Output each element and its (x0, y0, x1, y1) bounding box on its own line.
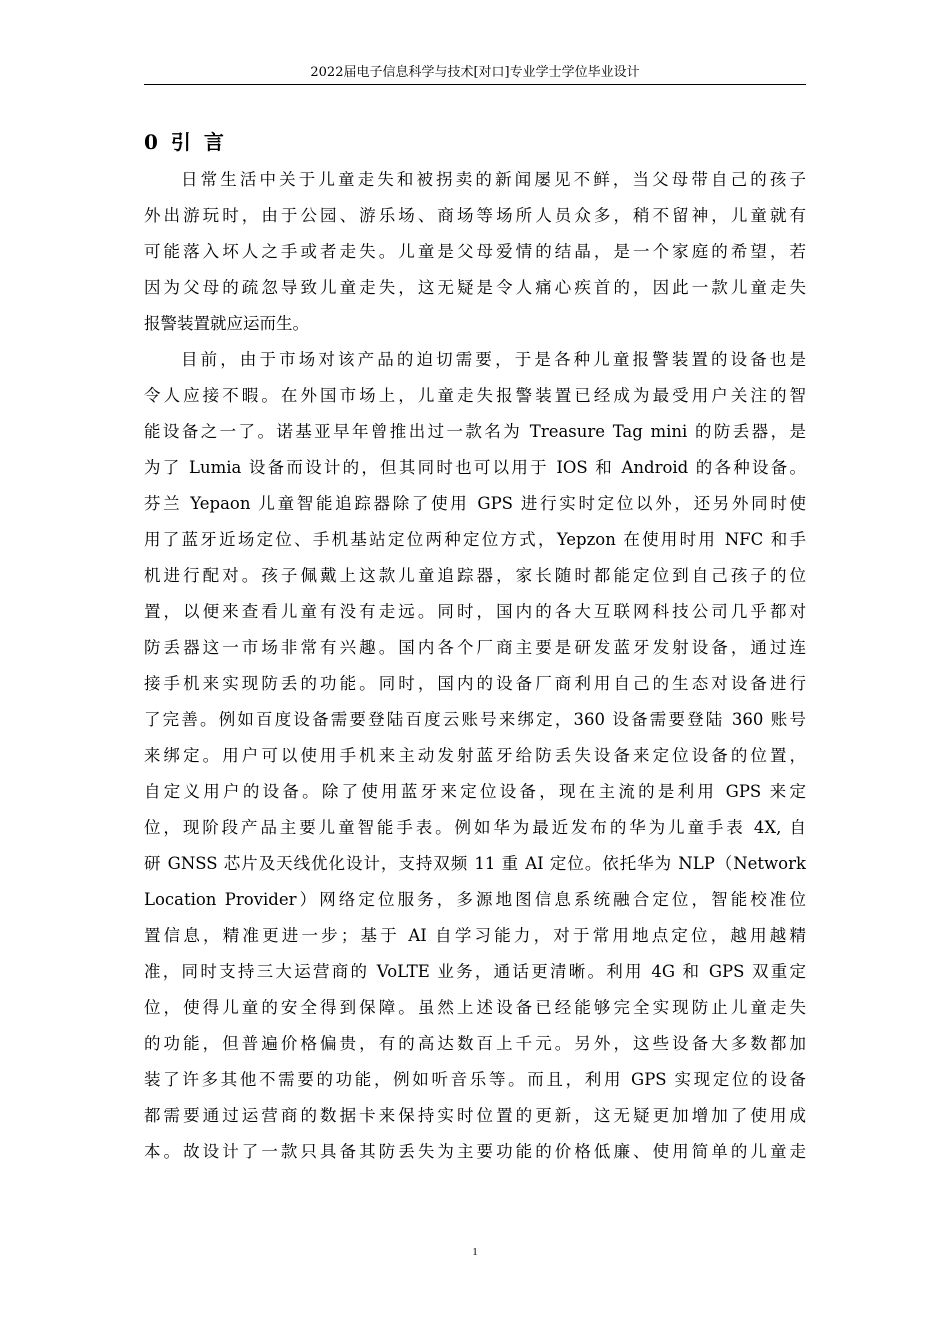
paragraph-line: 能设备之一了。诺基亚早年曾推出过一款名为 Treasure Tag mini 的防丢器，是 (144, 422, 806, 441)
paragraph-line: 用了蓝牙近场定位、手机基站定位两种定位方式，Yepzon 在使用时用 NFC 和手 (144, 530, 806, 549)
paragraph-line: 了完善。例如百度设备需要登陆百度云账号来绑定，360 设备需要登陆 360 账号 (144, 710, 806, 729)
paragraph-line: 本。故设计了一款只具备其防丢失为主要功能的价格低廉、使用简单的儿童走 (144, 1142, 806, 1161)
paragraph-line: 接手机来实现防丢的功能。同时，国内的设备厂商利用自己的生态对设备进行 (144, 674, 806, 693)
paragraph-line: 日常生活中关于儿童走失和被拐卖的新闻屡见不鲜，当父母带自己的孩子 (181, 170, 806, 189)
paragraph-line: 位，使得儿童的安全得到保障。虽然上述设备已经能够完全实现防止儿童走失 (144, 998, 806, 1017)
paragraph-line: 都需要通过运营商的数据卡来保持实时位置的更新，这无疑更加增加了使用成 (144, 1106, 806, 1125)
paragraph-line: 的功能，但普遍价格偏贵，有的高达数百上千元。另外，这些设备大多数都加 (144, 1034, 806, 1053)
body-text (144, 162, 806, 1170)
paragraph-line: 目前，由于市场对该产品的迫切需要，于是各种儿童报警装置的设备也是 (181, 350, 806, 369)
paragraph-line: 装了许多其他不需要的功能，例如听音乐等。而且，利用 GPS 实现定位的设备 (144, 1070, 806, 1089)
paragraph-line: 研 GNSS 芯片及天线优化设计，支持双频 11 重 AI 定位。依托华为 NLP（Network (144, 854, 806, 873)
paragraph-line: 因为父母的疏忽导致儿童走失，这无疑是令人痛心疾首的，因此一款儿童走失 (144, 278, 806, 297)
page-number: 1 (472, 1246, 478, 1258)
paragraph-line: 令人应接不暇。在外国市场上，儿童走失报警装置已经成为最受用户关注的智 (144, 386, 806, 405)
paragraph-line: 外出游玩时，由于公园、游乐场、商场等场所人员众多，稍不留神，儿童就有 (144, 206, 806, 225)
paragraph-line: 可能落入坏人之手或者走失。儿童是父母爱情的结晶，是一个家庭的希望，若 (144, 242, 806, 261)
paragraph-line: 自定义用户的设备。除了使用蓝牙来定位设备，现在主流的是利用 GPS 来定 (144, 782, 806, 801)
paragraph-line: 报警装置就应运而生。 (144, 314, 309, 333)
paragraph-line: 为了 Lumia 设备而设计的，但其同时也可以用于 IOS 和 Android 的各种设备。 (144, 458, 806, 477)
paragraph-line: 来绑定。用户可以使用手机来主动发射蓝牙给防丢失设备来定位设备的位置， (144, 746, 806, 765)
paragraph-line: 位，现阶段产品主要儿童智能手表。例如华为最近发布的华为儿童手表 4X, 自 (144, 818, 806, 837)
paragraph-line: 芬兰 Yepaon 儿童智能追踪器除了使用 GPS 进行实时定位以外，还另外同时使 (144, 494, 806, 513)
paragraph-line: 置，以便来查看儿童有没有走远。同时，国内的各大互联网科技公司几乎都对 (144, 602, 806, 621)
paragraph-line: 防丢器这一市场非常有兴趣。国内各个厂商主要是研发蓝牙发射设备，通过连 (144, 638, 806, 657)
header-divider (144, 84, 806, 85)
paragraph-line: 机进行配对。孩子佩戴上这款儿童追踪器，家长随时都能定位到自己孩子的位 (144, 566, 806, 585)
running-header: 2022届电子信息科学与技术[对口]专业学士学位毕业设计 (310, 65, 640, 80)
paragraph-line: 置信息，精准更进一步；基于 AI 自学习能力，对于常用地点定位，越用越精 (144, 926, 806, 945)
section-heading: 0 引 言 (144, 130, 227, 154)
paragraph-line: Location Provider）网络定位服务，多源地图信息系统融合定位，智能校准位 (144, 890, 806, 909)
paragraph-line: 准，同时支持三大运营商的 VoLTE 业务，通话更清晰。利用 4G 和 GPS 双重定 (144, 962, 806, 981)
